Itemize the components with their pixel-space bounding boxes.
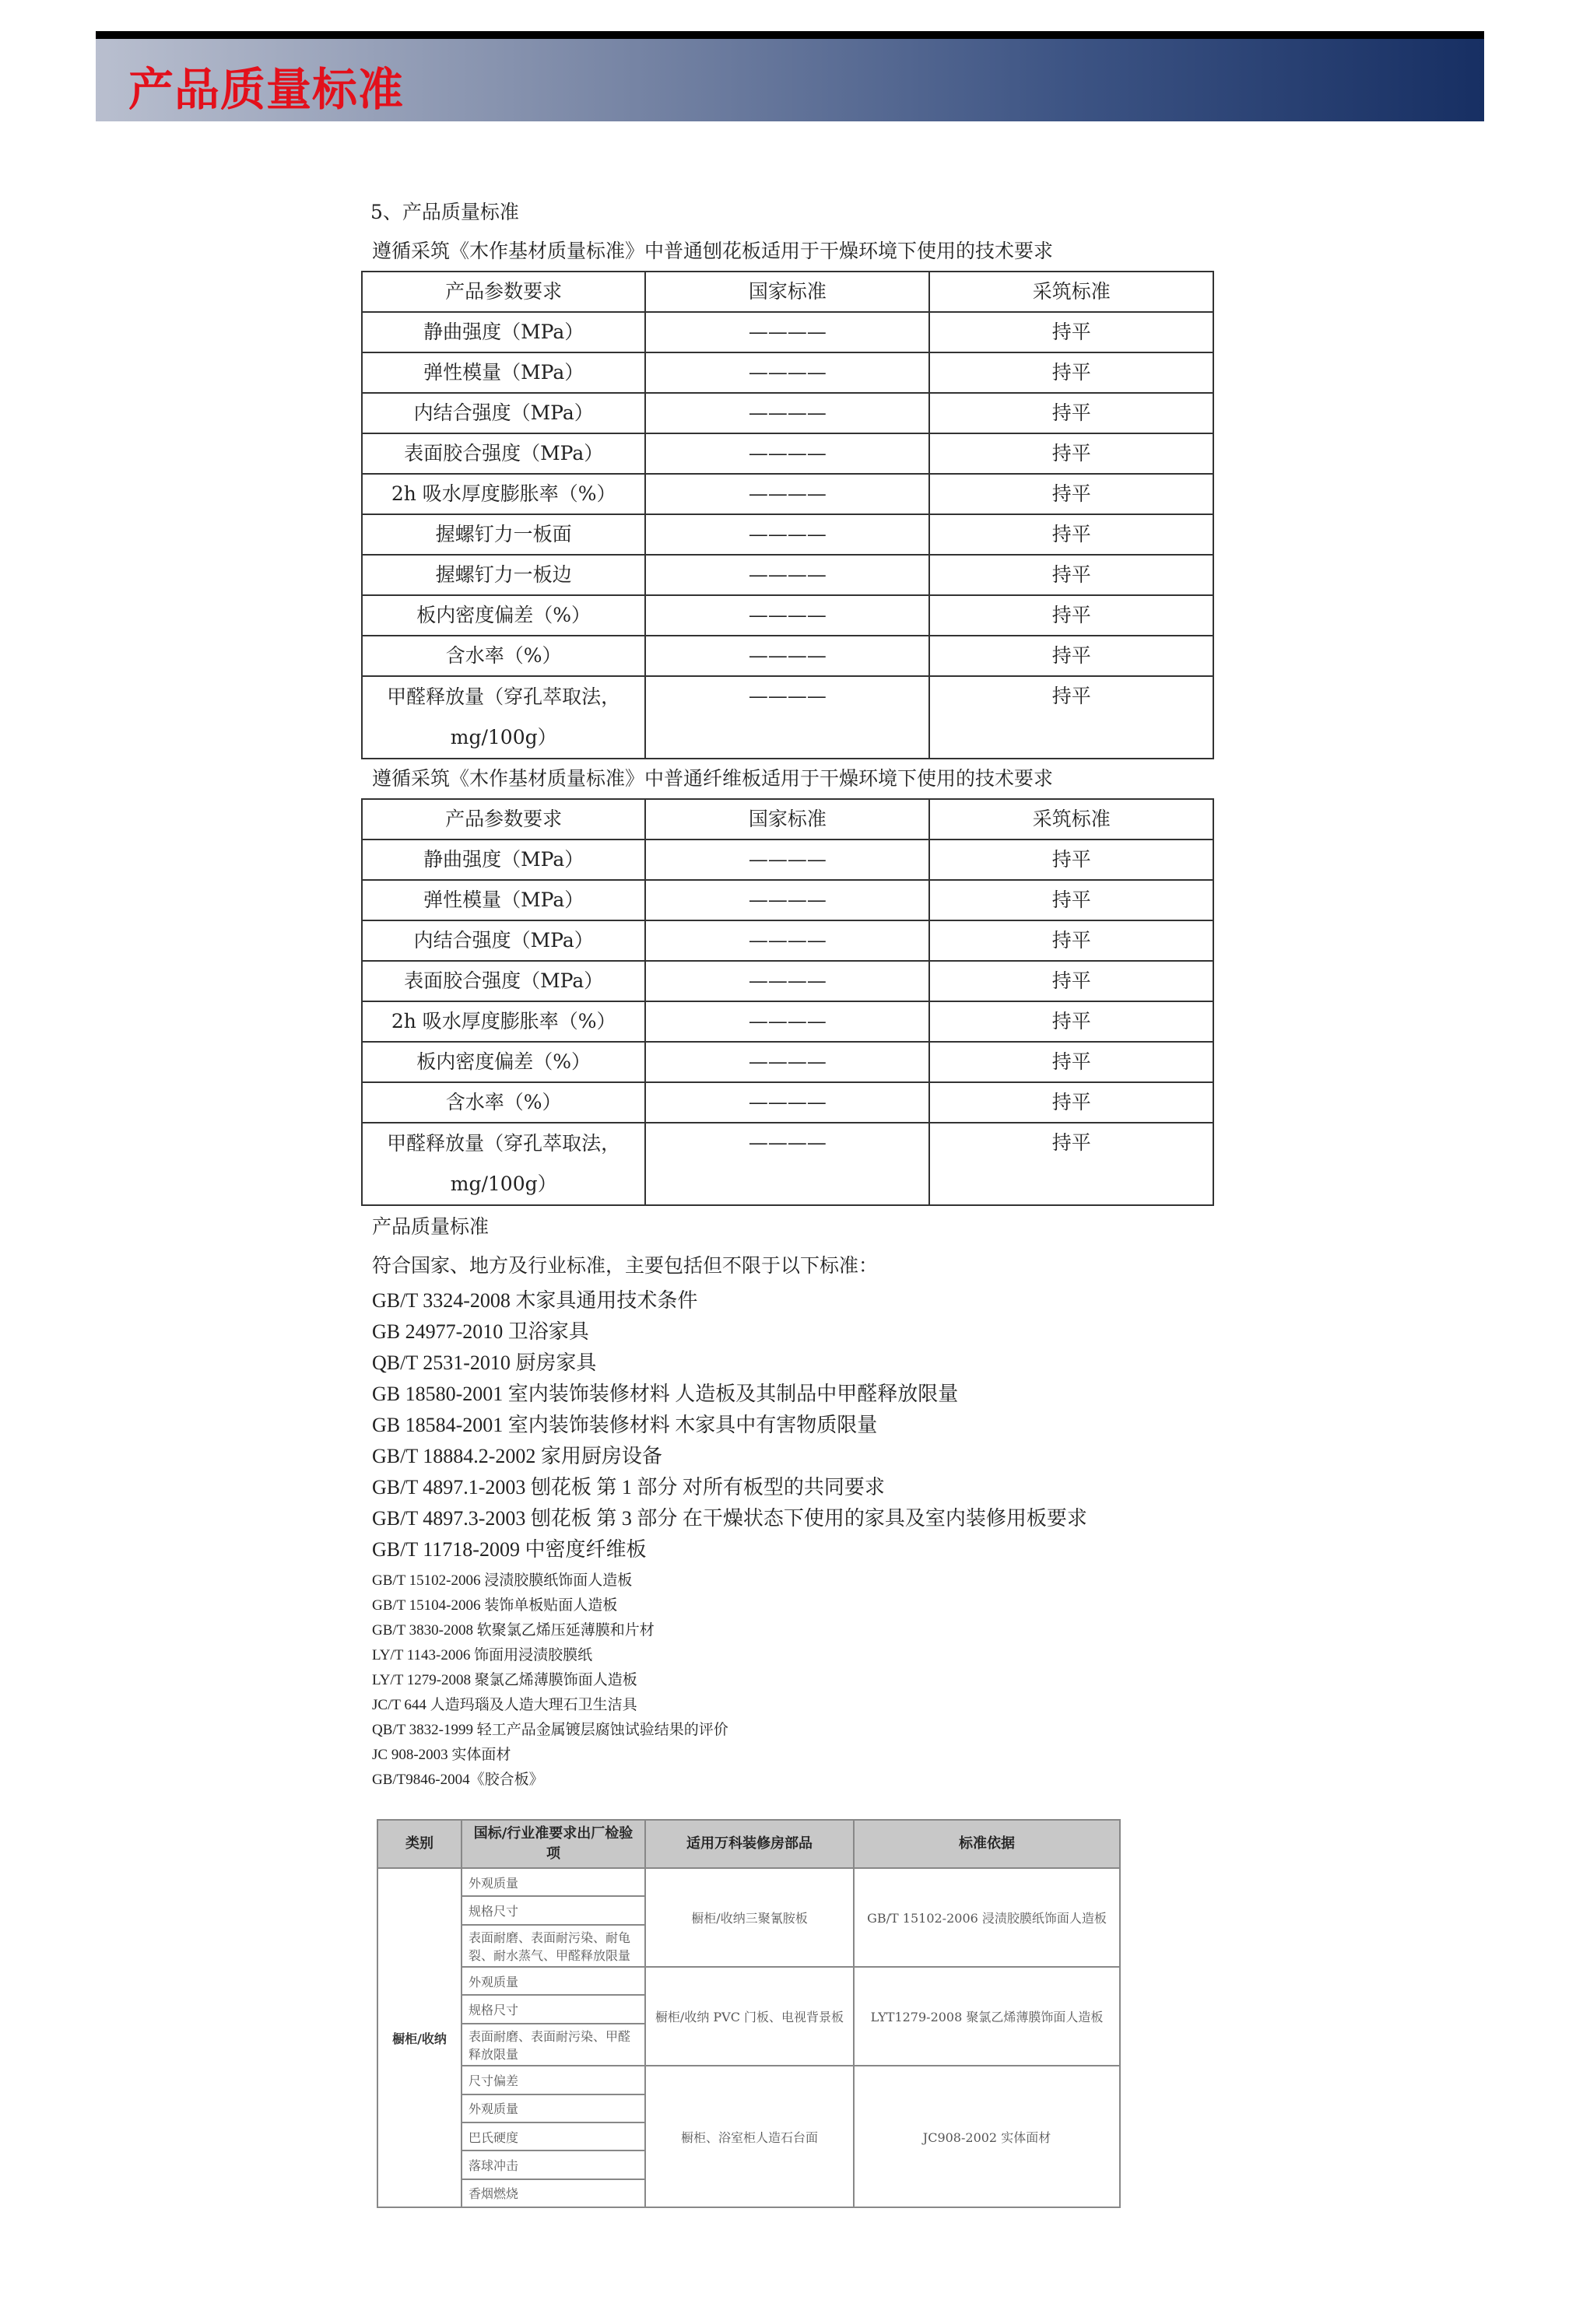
table-row: [362, 312, 1213, 352]
param-line: mg/100g）: [450, 1173, 557, 1195]
table-fiberboard: [361, 798, 1214, 1206]
table-row: [362, 1082, 1213, 1123]
param-cell: 表面胶合强度（MPa）: [362, 961, 645, 1001]
standard-item: GB/T 3324-2008 木家具通用技术条件: [372, 1289, 698, 1312]
part-cell: 橱柜、浴室柜人造石台面: [645, 2066, 854, 2207]
caizhu-cell: 持平: [929, 352, 1213, 393]
standards-intro: 符合国家、地方及行业标准，主要包括但不限于以下标准：: [372, 1254, 879, 1277]
param-cell: 静曲强度（MPa）: [362, 312, 645, 352]
column-header: 采筑标准: [929, 272, 1213, 312]
national-cell: ————: [645, 961, 929, 1001]
inspection-item: 外观质量: [462, 1868, 645, 1896]
matrix-row: [377, 2066, 1120, 2094]
param-cell: 含水率（%）: [362, 1082, 645, 1123]
matrix-row: [377, 1868, 1120, 1896]
matrix-header: 国标/行业准要求出厂检验项: [462, 1820, 645, 1868]
caizhu-cell: 持平: [929, 1082, 1213, 1123]
national-cell: ————: [645, 474, 929, 514]
category-cell: 橱柜/收纳: [377, 1868, 462, 2207]
standard-item: LY/T 1279-2008 聚氯乙烯薄膜饰面人造板: [372, 1672, 637, 1688]
caizhu-cell: 持平: [929, 393, 1213, 433]
standard-item: JC/T 644 人造玛瑙及人造大理石卫生洁具: [372, 1697, 637, 1713]
national-cell: ————: [645, 1123, 929, 1205]
national-cell: ————: [645, 514, 929, 555]
page-title: 产品质量标准: [128, 63, 405, 116]
table-row: [362, 433, 1213, 474]
caizhu-cell: 持平: [929, 1042, 1213, 1082]
standard-item: LY/T 1143-2006 饰面用浸渍胶膜纸: [372, 1647, 593, 1663]
inspection-item: 巴氏硬度: [462, 2122, 645, 2150]
part-cell: 橱柜/收纳 PVC 门板、电视背景板: [645, 1967, 854, 2066]
param-line: mg/100g）: [450, 726, 557, 748]
part-cell: 橱柜/收纳三聚氰胺板: [645, 1868, 854, 1967]
standard-item: GB/T 15102-2006 浸渍胶膜纸饰面人造板: [372, 1572, 633, 1589]
standard-item: GB/T 4897.3-2003 刨花板 第 3 部分 在干燥状态下使用的家具及室内装修用板要求: [372, 1507, 1087, 1530]
standard-item: QB/T 2531-2010 厨房家具: [372, 1351, 597, 1374]
param-cell: 2h 吸水厚度膨胀率（%）: [362, 1001, 645, 1042]
matrix-header: 标准依据: [854, 1820, 1120, 1868]
inspection-item: 表面耐磨、表面耐污染、耐龟裂、耐水蒸气、甲醛释放限量: [462, 1925, 645, 1968]
standard-item: GB/T 15104-2006 装饰单板贴面人造板: [372, 1597, 618, 1614]
standard-item: GB/T9846-2004《胶合板》: [372, 1772, 544, 1788]
column-header: 采筑标准: [929, 799, 1213, 840]
column-header: 国家标准: [645, 799, 929, 840]
inspection-item: 表面耐磨、表面耐污染、甲醛释放限量: [462, 2024, 645, 2066]
column-header: 产品参数要求: [362, 272, 645, 312]
caizhu-cell: 持平: [929, 555, 1213, 595]
table-row: [362, 474, 1213, 514]
table-row: [362, 1123, 1213, 1205]
table-row: [362, 352, 1213, 393]
table-row: [362, 840, 1213, 880]
matrix-row: [377, 1967, 1120, 1995]
table-row: [362, 880, 1213, 920]
matrix-header: 类别: [377, 1820, 462, 1868]
caizhu-cell: 持平: [929, 474, 1213, 514]
param-cell: [362, 676, 645, 759]
national-cell: ————: [645, 636, 929, 676]
national-cell: ————: [645, 433, 929, 474]
param-cell: 含水率（%）: [362, 636, 645, 676]
content: [372, 193, 1228, 1793]
matrix-header-row: [377, 1820, 1120, 1868]
table-row: [362, 676, 1213, 759]
caizhu-cell: 持平: [929, 920, 1213, 961]
inspection-item: 外观质量: [462, 1967, 645, 1995]
standard-item: GB 18580-2001 室内装饰装修材料 人造板及其制品中甲醛释放限量: [372, 1383, 959, 1405]
param-cell: 握螺钉力一板面: [362, 514, 645, 555]
national-cell: ————: [645, 1001, 929, 1042]
param-cell: 2h 吸水厚度膨胀率（%）: [362, 474, 645, 514]
caizhu-cell: 持平: [929, 961, 1213, 1001]
param-cell: 弹性模量（MPa）: [362, 352, 645, 393]
param-cell: [362, 1123, 645, 1205]
national-cell: ————: [645, 312, 929, 352]
table-row: [362, 961, 1213, 1001]
section-heading: 5、产品质量标准: [370, 201, 519, 223]
standard-item: JC 908-2003 实体面材: [372, 1747, 511, 1763]
national-cell: ————: [645, 555, 929, 595]
inspection-item: 尺寸偏差: [462, 2066, 645, 2094]
param-cell: 板内密度偏差（%）: [362, 1042, 645, 1082]
standards-list-secondary: [372, 1569, 1228, 1793]
national-cell: ————: [645, 676, 929, 759]
header-bar: [96, 31, 1484, 121]
caizhu-cell: 持平: [929, 880, 1213, 920]
basis-cell: JC908-2002 实体面材: [854, 2066, 1120, 2207]
caizhu-cell: 持平: [929, 595, 1213, 636]
table-row: [362, 920, 1213, 961]
table2-caption: 遵循采筑《木作基材质量标准》中普通纤维板适用于干燥环境下使用的技术要求: [372, 767, 1054, 790]
caizhu-cell: 持平: [929, 433, 1213, 474]
standard-item: GB/T 18884.2-2002 家用厨房设备: [372, 1445, 662, 1467]
table1-caption: 遵循采筑《木作基材质量标准》中普通刨花板适用于干燥环境下使用的技术要求: [372, 240, 1054, 262]
standards-list-main: [372, 1285, 1228, 1565]
standards-heading: 产品质量标准: [372, 1215, 490, 1238]
param-line: 甲醛释放量（穿孔萃取法，: [387, 685, 621, 708]
national-cell: ————: [645, 393, 929, 433]
caizhu-cell: 持平: [929, 1001, 1213, 1042]
inspection-item: 落球冲击: [462, 2150, 645, 2179]
caizhu-cell: 持平: [929, 636, 1213, 676]
caizhu-cell: 持平: [929, 840, 1213, 880]
standard-item: GB 24977-2010 卫浴家具: [372, 1320, 589, 1343]
param-cell: 握螺钉力一板边: [362, 555, 645, 595]
caizhu-cell: 持平: [929, 514, 1213, 555]
table-row: [362, 1001, 1213, 1042]
param-line: 甲醛释放量（穿孔萃取法，: [387, 1132, 621, 1155]
inspection-item: 规格尺寸: [462, 1995, 645, 2023]
national-cell: ————: [645, 1042, 929, 1082]
caizhu-cell: 持平: [929, 312, 1213, 352]
standard-item: GB/T 4897.1-2003 刨花板 第 1 部分 对所有板型的共同要求: [372, 1476, 885, 1499]
matrix-header: 适用万科装修房部品: [645, 1820, 854, 1868]
basis-cell: GB/T 15102-2006 浸渍胶膜纸饰面人造板: [854, 1868, 1120, 1967]
national-cell: ————: [645, 880, 929, 920]
param-cell: 内结合强度（MPa）: [362, 920, 645, 961]
matrix-table: [377, 1819, 1121, 2208]
inspection-item: 规格尺寸: [462, 1896, 645, 1924]
standard-item: QB/T 3832-1999 轻工产品金属镀层腐蚀试验结果的评价: [372, 1722, 728, 1738]
column-header: 国家标准: [645, 272, 929, 312]
standard-item: GB/T 3830-2008 软聚氯乙烯压延薄膜和片材: [372, 1622, 655, 1639]
table-row: [362, 393, 1213, 433]
table-header-row: [362, 799, 1213, 840]
national-cell: ————: [645, 595, 929, 636]
national-cell: ————: [645, 920, 929, 961]
param-cell: 弹性模量（MPa）: [362, 880, 645, 920]
table-row: [362, 555, 1213, 595]
table-particleboard: [361, 271, 1214, 759]
inspection-item: 香烟燃烧: [462, 2179, 645, 2207]
table-row: [362, 1042, 1213, 1082]
standard-item: GB/T 11718-2009 中密度纤维板: [372, 1538, 647, 1561]
table-row: [362, 514, 1213, 555]
standard-item: GB 18584-2001 室内装饰装修材料 木家具中有害物质限量: [372, 1414, 878, 1436]
national-cell: ————: [645, 840, 929, 880]
table-row: [362, 595, 1213, 636]
param-cell: 静曲强度（MPa）: [362, 840, 645, 880]
basis-cell: LYT1279-2008 聚氯乙烯薄膜饰面人造板: [854, 1967, 1120, 2066]
inspection-item: 外观质量: [462, 2094, 645, 2122]
column-header: 产品参数要求: [362, 799, 645, 840]
national-cell: ————: [645, 352, 929, 393]
product-standard-matrix: [377, 1819, 1121, 2208]
caizhu-cell: 持平: [929, 1123, 1213, 1205]
param-cell: 表面胶合强度（MPa）: [362, 433, 645, 474]
param-cell: 板内密度偏差（%）: [362, 595, 645, 636]
table-row: [362, 636, 1213, 676]
caizhu-cell: 持平: [929, 676, 1213, 759]
national-cell: ————: [645, 1082, 929, 1123]
table-header-row: [362, 272, 1213, 312]
param-cell: 内结合强度（MPa）: [362, 393, 645, 433]
